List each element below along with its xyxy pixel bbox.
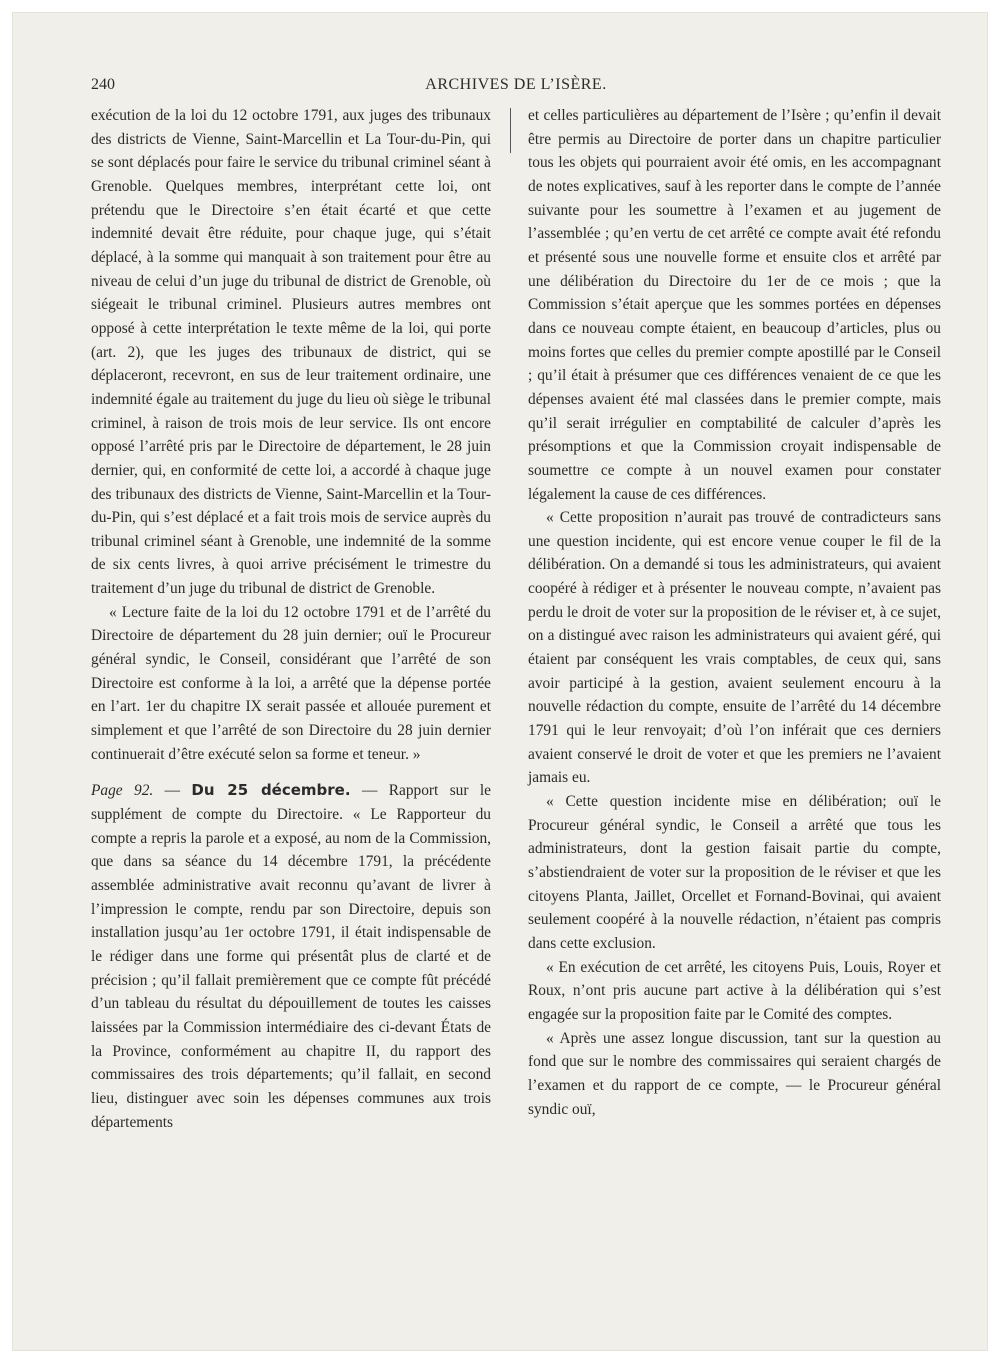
left-paragraph-2: « Lecture faite de la loi du 12 octobre 1791 et de l’arrêté du Directoire de département du 28 juin dernier; ouï le Procureur général syndic, le Conseil, considérant que l’arrêté de son Directoire est conforme à la loi, a arrêté que la dépense portée en l’art. 1er du chapitre IX serait passée et allouée purement et simplement et que l’arrêté de son Directoire du 28 juin dernier continuerait d’être exécuté selon sa forme et teneur. » (91, 603, 491, 763)
left-paragraph-1: exécution de la loi du 12 octobre 1791, aux juges des tribunaux des districts de Vienne, Saint-Marcellin et La Tour-du-Pin, qui se sont déplacés pour faire le service du tribunal criminel séant à Grenoble. Quelques membres, interprétant cette loi, ont prétendu que le Directoire s’en était écarté et que cette indemnité devait être réduite, pour chaque juge, qui s’était déplacé, à la somme qui manquait à son traitement pour être au niveau de celui d’un juge du tribunal de district de Grenoble, où siégeait le tribunal criminel. Plusieurs autres membres ont opposé à cette interprétation le texte même de la loi, qui porte (art. 2), que les juges des tribunaux de district, qui se déplaceront, recevront, en sus de leur traitement ordinaire, une indemnité égale au traitement du juge du lieu où siège le tribunal criminel, à raison de trois mois de leur service. Ils ont encore opposé l’arrêté pris par le Directoire de département, le 28 juin dernier, qui, en conformité de cette loi, a accordé à chaque juge des tribunaux des districts de Vienne, Saint-Marcellin et la Tour-du-Pin, qui s’est déplacé et a fait trois mois de service auprès du tribunal criminel séant à Grenoble, une indemnité de la somme de six cents livres, à quoi arrive précisément le trimestre du traitement d’un juge du tribunal de district de Grenoble. (91, 107, 491, 598)
right-paragraph-5: « Après une assez longue discussion, tant sur la question au fond que sur le nombre des commissaires qui seraient chargés de l’examen et du rapport de ce compte, — le Procureur général syndic ouï, (528, 1029, 941, 1118)
column-divider (510, 108, 511, 153)
dash: — (153, 782, 192, 800)
page-reference: Page 92. (91, 782, 154, 800)
left-paragraph-3 (91, 779, 491, 1134)
running-head: ARCHIVES DE L’ISÈRE. (425, 76, 607, 93)
left-column (91, 104, 491, 1134)
right-paragraph-1: et celles particulières au département de l’Isère ; qu’enfin il devait être permis au Directoire de porter dans un chapitre particulier tous les objets qui pourraient avoir été omis, en les accompagnant de notes explicatives, sauf à les reporter dans le compte de l’année suivante pour les soumettre à l’examen et au jugement de l’assemblée ; qu’en vertu de cet arrêté ce compte avait été refondu et présenté sous une nouvelle forme et ensuite clos et arrêté par une délibération du Directoire du 1er de ce mois ; que la Commission s’était aperçue que les sommes portées en dépenses dans ce nouveau compte étaient, en beaucoup d’articles, plus ou moins fortes que celles du premier compte apostillé par le Conseil ; qu’il était à présumer que ces différences venaient de ce que les dépenses avaient été mal classées dans le premier compte, mais qu’il serait irrégulier en comptabilité de calculer d’après les présomptions et que la Commission croyait indispensable de soumettre ce compte à un nouvel examen pour constater légalement la cause de ces différences. (528, 107, 941, 503)
right-column (528, 104, 941, 1121)
right-paragraph-4: « En exécution de cet arrêté, les citoyens Puis, Louis, Royer et Roux, n’ont pris aucune part active à la délibération qui s’est engagée sur la proposition faite par le Comité des comptes. (528, 958, 941, 1023)
right-paragraph-2: « Cette proposition n’aurait pas trouvé de contradicteurs sans une question incidente, qui est encore venue couper le fil de la délibération. On a demandé si tous les administrateurs, qui avaient coopéré à rédiger et à présenter le nouveau compte, n’avaient pas perdu le droit de voter sur la proposition de le réviser et, à ce sujet, on a distingué avec raison les administrateurs qui avaient géré, qui étaient par conséquent les vrais comptables, de ceux qui, sans avoir participé à la gestion, avaient seulement encouru à la nouvelle rédaction du compte, ensuite de l’arrêté du 14 décembre 1791 qui le leur renvoyait; d’où l’on inférait que ces derniers avaient conservé le droit de voter et que les premiers ne l’avaient jamais eu. (528, 509, 941, 787)
right-paragraph-3: « Cette question incidente mise en délibération; ouï le Procureur général syndic, le Conseil a arrêté que tous les administrateurs, dont la gestion faisait partie du compte, s’abstiendraient de voter sur la proposition de le réviser et que les citoyens Planta, Jaillet, Orcellet et Fornand-Bovinai, qui avaient seulement coopéré à la nouvelle rédaction, n’étaient pas compris dans cette exclusion. (528, 793, 941, 952)
left-paragraph-3-text: — Rapport sur le supplément de compte du Directoire. « Le Rapporteur du compte a repris la parole et a exposé, au nom de la Commission, que dans sa séance du 14 décembre 1791, la précédente assemblée administrative avait reconnu qu’avant de livrer à l’impression le compte, rendu par son Directoire, depuis son installation jusqu’au 1er octobre 1791, il était indispensable de le rédiger dans une forme qui présentât plus de clarté et de précision ; qu’il fallait premièrement que ce compte fût précédé d’un tableau du résultat du dépouillement de toutes les caisses laissées par la Commission intermédiaire des ci-devant États de la Province, conformément au chapitre II, du rapport des commissaires des trois départements; qu’il fallait, en second lieu, distinguer avec soin les dépenses communes aux trois départements (91, 782, 491, 1131)
page-number: 240 (91, 76, 115, 93)
paragraph-gap (91, 766, 491, 779)
page-header (91, 76, 941, 102)
date-reference: Du 25 décembre. (191, 781, 351, 800)
